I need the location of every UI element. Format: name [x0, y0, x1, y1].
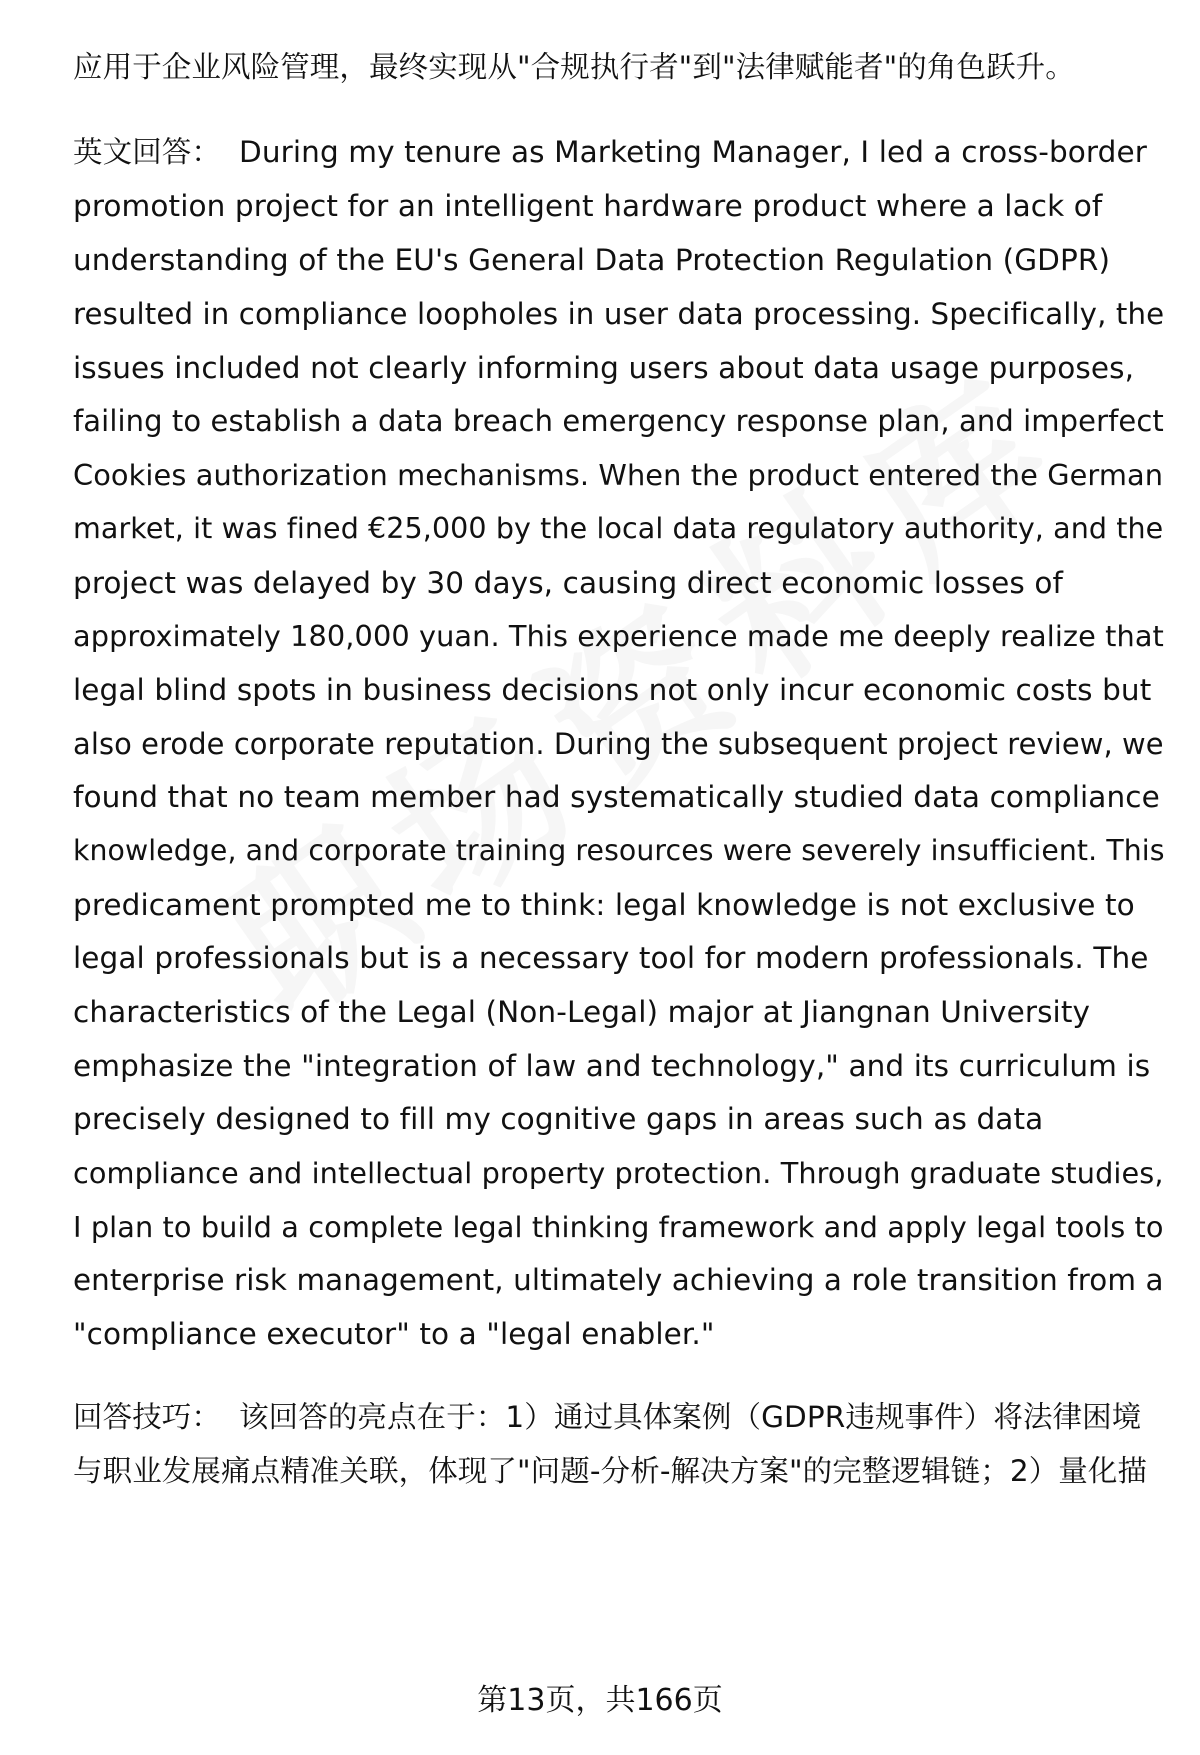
- english-answer-line: legal professionals but is a necessary tool for modern professionals. The: [73, 941, 1149, 975]
- english-answer-line: I plan to build a complete legal thinking framework and apply legal tools to: [73, 1210, 1164, 1244]
- english-answer-line: characteristics of the Legal (Non-Legal) major at Jiangnan University: [73, 995, 1091, 1029]
- english-answer-line: understanding of the EU's General Data Protection Regulation (GDPR): [73, 243, 1111, 277]
- tips-line: 与职业发展痛点精准关联，体现了"问题-分析-解决方案"的完整逻辑链；2）量化描: [73, 1454, 1148, 1488]
- tips-line: [73, 1397, 1141, 1437]
- english-answer-line: promotion project for an intelligent hardware product where a lack of: [73, 189, 1103, 223]
- english-answer-line: failing to establish a data breach emergency response plan, and imperfect: [73, 404, 1164, 438]
- english-answer-line: legal blind spots in business decisions not only incur economic costs but: [73, 673, 1152, 707]
- english-answer-line: found that no team member had systematically studied data compliance: [73, 780, 1160, 814]
- english-answer-text: During my tenure as Marketing Manager, I led a cross-border: [239, 135, 1147, 169]
- english-answer-line: compliance and intellectual property protection. Through graduate studies,: [73, 1156, 1164, 1190]
- tips-label: 回答技巧：: [73, 1400, 222, 1434]
- page-number: 第13页，共166页: [477, 1683, 723, 1718]
- english-answer-line: project was delayed by 30 days, causing direct economic losses of: [73, 566, 1064, 600]
- english-answer-line: resulted in compliance loopholes in user data processing. Specifically, the: [73, 297, 1165, 331]
- english-answer-line: emphasize the "integration of law and technology," and its curriculum is: [73, 1049, 1151, 1083]
- english-answer-line: Cookies authorization mechanisms. When the product entered the German: [73, 458, 1164, 492]
- english-answer-line: approximately 180,000 yuan. This experience made me deeply realize that: [73, 619, 1164, 653]
- english-answer-line: market, it was fined €25,000 by the local data regulatory authority, and the: [73, 512, 1164, 545]
- intro-line: 应用于企业风险管理，最终实现从"合规执行者"到"法律赋能者"的角色跃升。: [73, 50, 1075, 84]
- english-answer-line: enterprise risk management, ultimately achieving a role transition from a: [73, 1263, 1164, 1297]
- english-answer-line: [73, 132, 1147, 172]
- tips-text: 该回答的亮点在于：1）通过具体案例（GDPR违规事件）将法律困境: [239, 1400, 1142, 1434]
- english-answer-line: predicament prompted me to think: legal knowledge is not exclusive to: [73, 888, 1135, 922]
- english-answer-line: "compliance executor" to a "legal enabler.": [73, 1317, 715, 1351]
- english-answer-line: issues included not clearly informing users about data usage purposes,: [73, 351, 1135, 385]
- english-answer-line: also erode corporate reputation. During the subsequent project review, we: [73, 727, 1164, 761]
- english-answer-label: 英文回答：: [73, 135, 222, 169]
- english-answer-line: knowledge, and corporate training resources were severely insufficient. This: [73, 834, 1165, 867]
- english-answer-line: precisely designed to fill my cognitive gaps in areas such as data: [73, 1102, 1044, 1136]
